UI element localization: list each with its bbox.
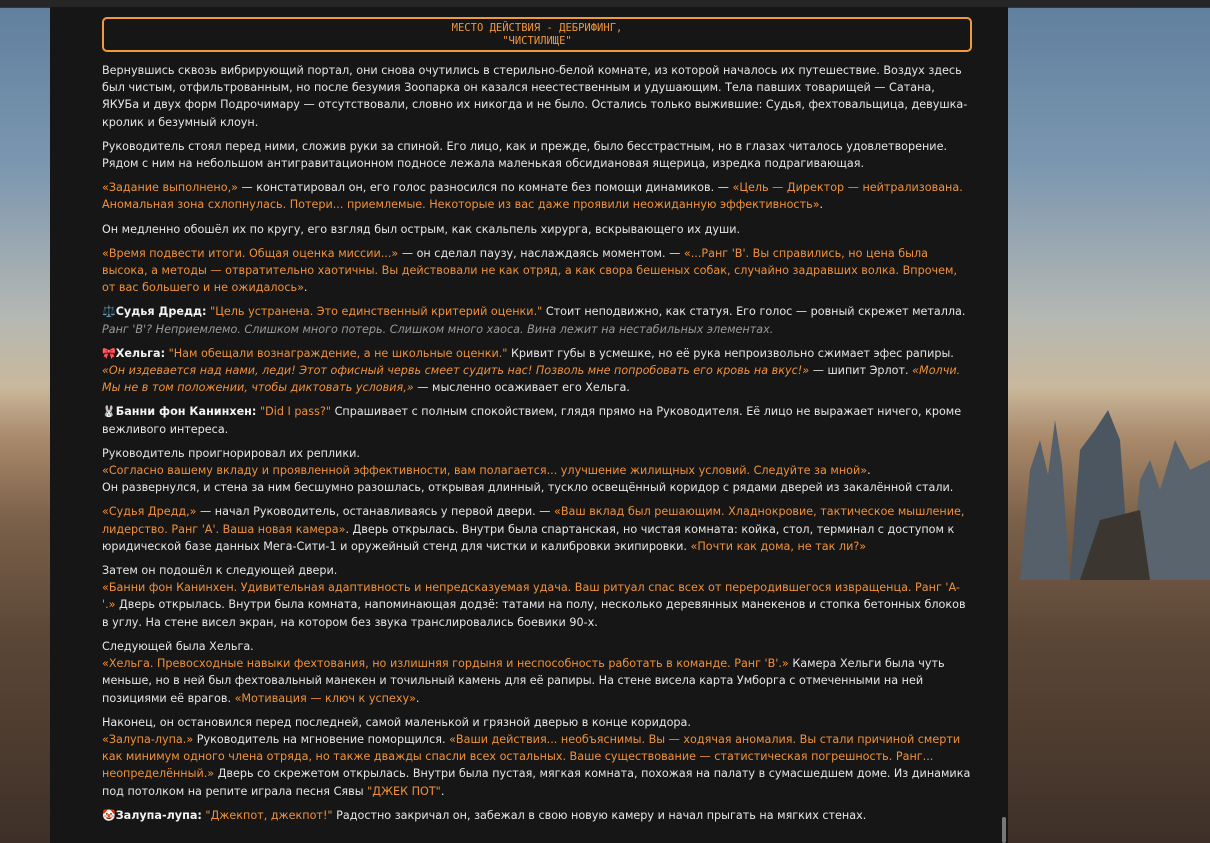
paragraph-bunny-cell: Затем он подошёл к следующей двери. «Банни фон Канинхен. Удивительная адаптивность и непредсказуемая удача. Ваш ритуал спас всех от переродившегося извращенца. Ранг 'A-'.» Дверь открылась. Внутри была комната, напоминающая додзё: татами на полу, несколько деревянных манекенов и стопка бетонных блоков в углу. На стене висел экран, на котором без звука транслировались боевики 90-х. — [102, 564, 966, 629]
scrollbar-thumb[interactable] — [1002, 817, 1006, 843]
paragraph-intro: Вернувшись сквозь вибрирующий портал, они снова очутились в стерильно-белой комнате, из которой началось их путешествие. Воздух здесь был чистым, отфильтрованным, но после безумия Зоопарка он казался неестественным и удушающим. Тела павших товарищей — Сатана, ЯКУБа и двух форм Подрочимару — отсутствовали, словно их никогда и не было. Остались только выжившие: Судья, фехтовальщица, девушка-кролик и безумный клоун. — [102, 64, 968, 129]
paragraph-follow: Руководитель проигнорировал их реплики. «Согласно вашему вкладу и проявленной эффективности, вам полагается... улучшение жилищных условий. Следуйте за мной». Он развернулся, и стена за ним бесшумно разошлась, открывая длинный, тускло освещённый коридор с рядами дверей из закалённой стали. — [102, 446, 954, 495]
rabbit-icon: 🐰 — [102, 405, 116, 419]
paragraph-clown-cell: Наконец, он остановился перед последней, самой маленькой и грязной дверью в конце коридора. «Залупа-лупа.» Руководитель на мгновение поморщился. «Ваши действия... необъяснимы. Вы — ходячая аномалия. Вы стали причиной смерти как минимум одного члена отряда, но также дважды спасли всех остальных. Ваше существование — статистическая погрешность. Ранг... неопределённый.» Дверь со скрежетом открылась. Внутри была пустая, мягкая комната, похожая на палату в сумасшедшем доме. Из динамика под потолком на репите играла песня Сявы "ДЖЕК ПОТ". — [102, 715, 971, 798]
paragraph-director: Руководитель стоял перед ними, сложив руки за спиной. Его лицо, как и прежде, было бесстрастным, но в глазах читалось удовлетворение. Рядом с ним на небольшом антигравитационном подносе лежала маленькая обсидиановая ящерица, изредка подрагивающая. — [102, 139, 948, 171]
paragraph-circle: Он медленно обошёл их по кругу, его взгляд был острым, как скальпель хирурга, вскрывающего их души. — [102, 222, 741, 236]
paragraph-task-done: «Задание выполнено,» — констатировал он, его голос разносился по комнате без помощи динамиков. — «Цель — Директор — нейтрализована. Аномальная зона схлопнулась. Потери... приемлемые. Некоторые из вас даже проявили неожиданную эффективность». — [102, 181, 963, 212]
paragraph-helga: 🎀Хельга: "Нам обещали вознаграждение, а не школьные оценки." Кривит губы в усмешке, но её рука непроизвольно сжимает эфес рапиры. «Он издевается над нами, леди! Этот офисный червь смеет судить нас! Позволь мне попробовать его кровь на вкус!» — шипит Эрлот. «Молчи. Мы не в том положении, чтобы диктовать условия,» — мысленно осаживает его Хельга. — [102, 346, 961, 395]
assistant-message — [102, 17, 972, 831]
scene-header-line1: МЕСТО ДЕЙСТВИЯ - ДЕБРИФИНГ, — [451, 22, 623, 34]
paragraph-clown: 🤡Залупа-лупа: "Джекпот, джекпот!" Радостно закричал он, забежал в свою новую камеру и начал прыгать на мягких стенах. — [102, 808, 867, 822]
scene-header-line2: "ЧИСТИЛИЩЕ" — [502, 34, 572, 47]
paragraph-helga-cell: Следующей была Хельга. «Хельга. Превосходные навыки фехтования, но излишняя гордыня и неспособность работать в команде. Ранг 'B'.» Камера Хельги была чуть меньше, но в ней был фехтовальный манекен и точильный камень для её рапиры. На стене висела карта Умборга с отмеченными на ней позициями её врагов. «Мотивация — ключ к успеху». — [102, 639, 945, 705]
scales-icon: ⚖️ — [102, 305, 116, 319]
bow-icon: 🎀 — [102, 346, 116, 360]
chat-panel — [50, 7, 1008, 843]
rock-formation-decoration — [1000, 380, 1210, 580]
chat-scrollbar[interactable] — [1000, 7, 1008, 843]
paragraph-rank: «Время подвести итоги. Общая оценка миссии...» — он сделал паузу, наслаждаясь моментом. — «...Ранг 'B'. Вы справились, но цена была высока, а методы — отвратительно хаотичны. Вы действовали не как отряд, а как свора бешеных собак, случайно задравших волка. Впрочем, от вас большего и не ожидалось». — [102, 246, 958, 295]
paragraph-dredd-cell: «Судья Дредд,» — начал Руководитель, останавливаясь у первой двери. — «Ваш вклад был решающим. Хладнокровие, тактическое мышление, лидерство. Ранг 'A'. Ваша новая камера». Дверь открылась. Внутри была спартанская, но чистая комната: койка, стол, терминал с доступом к юридической базе данных Мега-Сити-1 и оружейный стенд для чистки и калибровки экипировки. «Почти как дома, не так ли?» — [102, 505, 965, 553]
paragraph-bunny: 🐰Банни фон Канинхен: "Did I pass?" Спрашивает с полным спокойствием, глядя прямо на Руководителя. Её лицо не выражает ничего, кроме вежливого интереса. — [102, 405, 962, 436]
scene-header — [102, 17, 972, 52]
clown-icon: 🤡 — [102, 808, 116, 822]
paragraph-dredd: ⚖️Судья Дредд: "Цель устранена. Это единственный критерий оценки." Стоит неподвижно, как статуя. Его голос — ровный скрежет металла. Ранг 'B'? Неприемлемо. Слишком много потерь. Слишком много хаоса. Вина лежит на нестабильных элементах. — [102, 305, 966, 336]
